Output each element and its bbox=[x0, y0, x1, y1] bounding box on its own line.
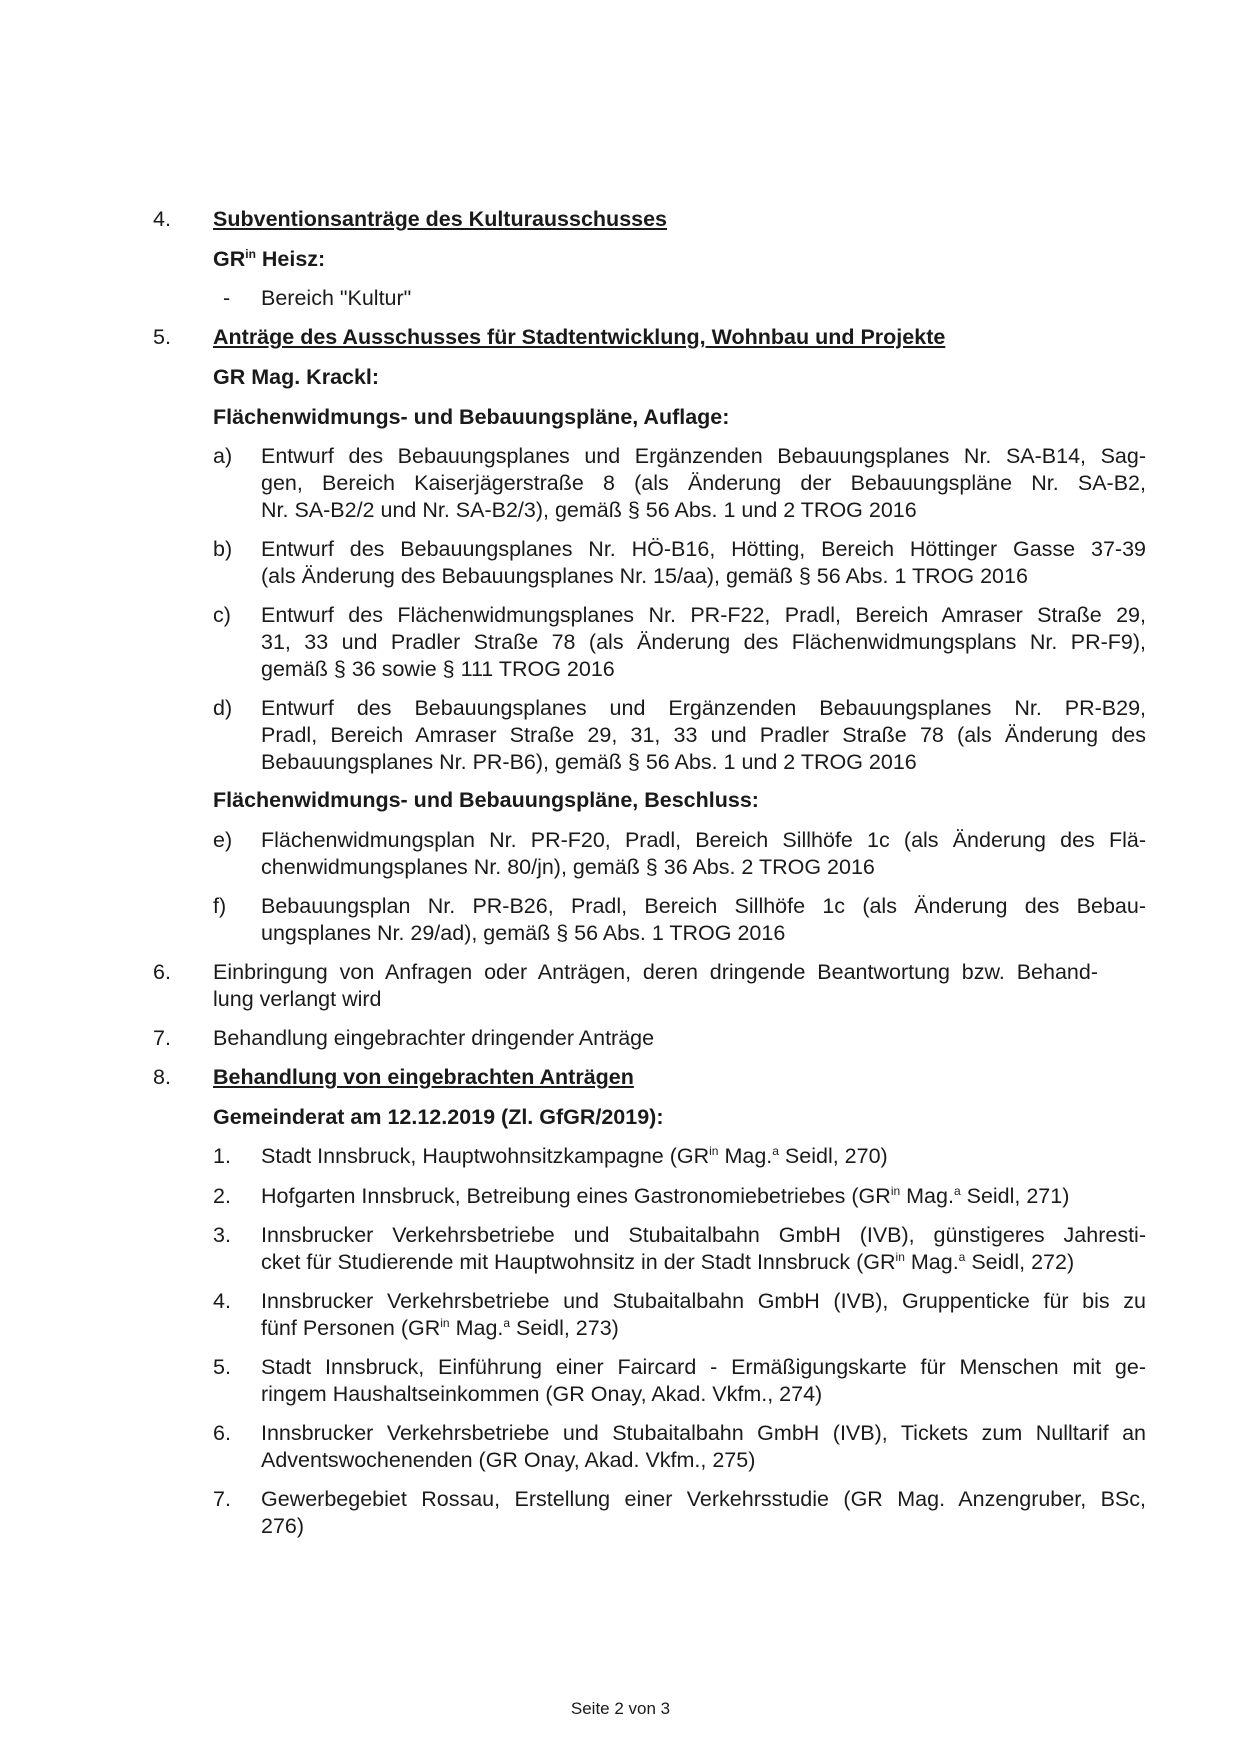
item-text: Bebauungsplan Nr. PR-B26, Pradl, Bereich Sillhöfe 1c (als Änderung des Bebau- ungsplanes Nr. 29/ad), gemäß § 56 Abs. 1 TROG 2016 bbox=[261, 894, 1146, 945]
item-number: 5. bbox=[153, 325, 171, 349]
item-marker: d) bbox=[213, 696, 233, 720]
item-number: 8. bbox=[153, 1065, 171, 1089]
item-marker: e) bbox=[213, 828, 233, 852]
item-text: Entwurf des Flächenwidmungsplanes Nr. PR-F22, Pradl, Bereich Amraser Straße 29, 31, 33 und Pradler Straße 78 (als Änderung des Flächenwidmungsplans Nr. PR-F9), gemäß § 36 sowie § 111 TROG 2016 bbox=[261, 603, 1146, 681]
item-number: 7. bbox=[153, 1026, 171, 1050]
item-marker: b) bbox=[213, 537, 233, 561]
item-text: Behandlung eingebrachter dringender Anträge bbox=[213, 1026, 655, 1050]
item-marker: 5. bbox=[213, 1355, 231, 1379]
item-text: Entwurf des Bebauungsplanes Nr. HÖ-B16, Hötting, Bereich Höttinger Gasse 37-39 (als Änderung des Bebauungsplanes Nr. 15/aa), gemäß § 56 Abs. 1 TROG 2016 bbox=[261, 537, 1146, 588]
page-footer: Seite 2 von 3 bbox=[570, 1699, 671, 1718]
section-title: Anträge des Ausschusses für Stadtentwicklung, Wohnbau und Projekte bbox=[213, 325, 946, 349]
item-text: Innsbrucker Verkehrsbetriebe und Stubaitalbahn GmbH (IVB), Gruppenticke für bis zu fünf Personen ($GR^{in}$ Mag.$^a$ Seidl, 273) bbox=[261, 1289, 1146, 1340]
item-marker: 7. bbox=[213, 1487, 231, 1511]
speaker: GR Mag. Krackl: bbox=[213, 365, 380, 389]
item-marker: 2. bbox=[213, 1184, 231, 1208]
item-text: Hofgarten Innsbruck, Betreibung eines Gastronomiebetriebes ($GR^{in}$ Mag.$^a$ Seidl, 271) bbox=[261, 1184, 1070, 1208]
item-marker: f) bbox=[213, 894, 227, 918]
item-marker: a) bbox=[213, 444, 233, 468]
item-marker: 3. bbox=[213, 1223, 231, 1247]
item-number: 6. bbox=[153, 960, 171, 984]
item-text: Entwurf des Bebauungsplanes und Ergänzenden Bebauungsplanes Nr. PR-B29, Pradl, Bereich Amraser Straße 29, 31, 33 und Pradler Straße 78 (als Änderung des Bebauungsplanes Nr. PR-B6), gemäß § 56 Abs. 1 und 2 TROG 2016 bbox=[261, 696, 1146, 774]
item-number: 4. bbox=[153, 207, 171, 231]
item-text: Innsbrucker Verkehrsbetriebe und Stubaitalbahn GmbH (IVB), günstigeres Jahresti- cket für Studierende mit Hauptwohnsitz in der Stadt Innsbruck ($GR^{in}$ Mag.$^a$ Seidl, 272) bbox=[261, 1223, 1146, 1274]
item-text: Flächenwidmungsplan Nr. PR-F20, Pradl, Bereich Sillhöfe 1c (als Änderung des Flä- chenwidmungsplanes Nr. 80/jn), gemäß § 36 Abs. 2 TROG 2016 bbox=[261, 828, 1146, 879]
speaker: $GR^{in}$ Heisz: bbox=[213, 247, 326, 271]
item-marker: c) bbox=[213, 603, 231, 627]
item-text: Stadt Innsbruck, Einführung einer Faircard - Ermäßigungskarte für Menschen mit ge- ringem Haushaltseinkommen (GR Onay, Akad. Vkfm., 274) bbox=[261, 1355, 1146, 1406]
subsection-heading: Flächenwidmungs- und Bebauungspläne, Beschluss: bbox=[213, 788, 759, 812]
item-text: Bereich "Kultur" bbox=[261, 286, 412, 310]
item-marker: - bbox=[223, 286, 231, 310]
item-text: Innsbrucker Verkehrsbetriebe und Stubaitalbahn GmbH (IVB), Tickets zum Nulltarif an Adventswochenenden (GR Onay, Akad. Vkfm., 275) bbox=[261, 1421, 1146, 1472]
subsection-heading: Flächenwidmungs- und Bebauungspläne, Auflage: bbox=[213, 405, 730, 429]
item-marker: 4. bbox=[213, 1289, 231, 1313]
section-title: Subventionsanträge des Kulturausschusses bbox=[213, 207, 668, 231]
item-marker: 6. bbox=[213, 1421, 231, 1445]
item-text: Entwurf des Bebauungsplanes und Ergänzenden Bebauungsplanes Nr. SA-B14, Sag- gen, Bereich Kaiserjägerstraße 8 (als Änderung der Bebauungspläne Nr. SA-B2, Nr. SA-B2/2 und Nr. SA-B2/3), gemäß § 56 Abs. 1 und 2 TROG 2016 bbox=[261, 444, 1146, 522]
item-marker: 1. bbox=[213, 1144, 231, 1168]
subsection-heading: Gemeinderat am 12.12.2019 (Zl. GfGR/2019): bbox=[213, 1105, 664, 1129]
item-text: Gewerbegebiet Rossau, Erstellung einer Verkehrsstudie (GR Mag. Anzengruber, BSc, 276) bbox=[261, 1487, 1146, 1538]
item-text: Einbringung von Anfragen oder Anträgen, deren dringende Beantwortung bzw. Behand- lung verlangt wird bbox=[213, 960, 1098, 1011]
item-text: Stadt Innsbruck, Hauptwohnsitzkampagne ($GR^{in}$ Mag.$^a$ Seidl, 270) bbox=[261, 1144, 888, 1168]
section-title: Behandlung von eingebrachten Anträgen bbox=[213, 1065, 634, 1089]
